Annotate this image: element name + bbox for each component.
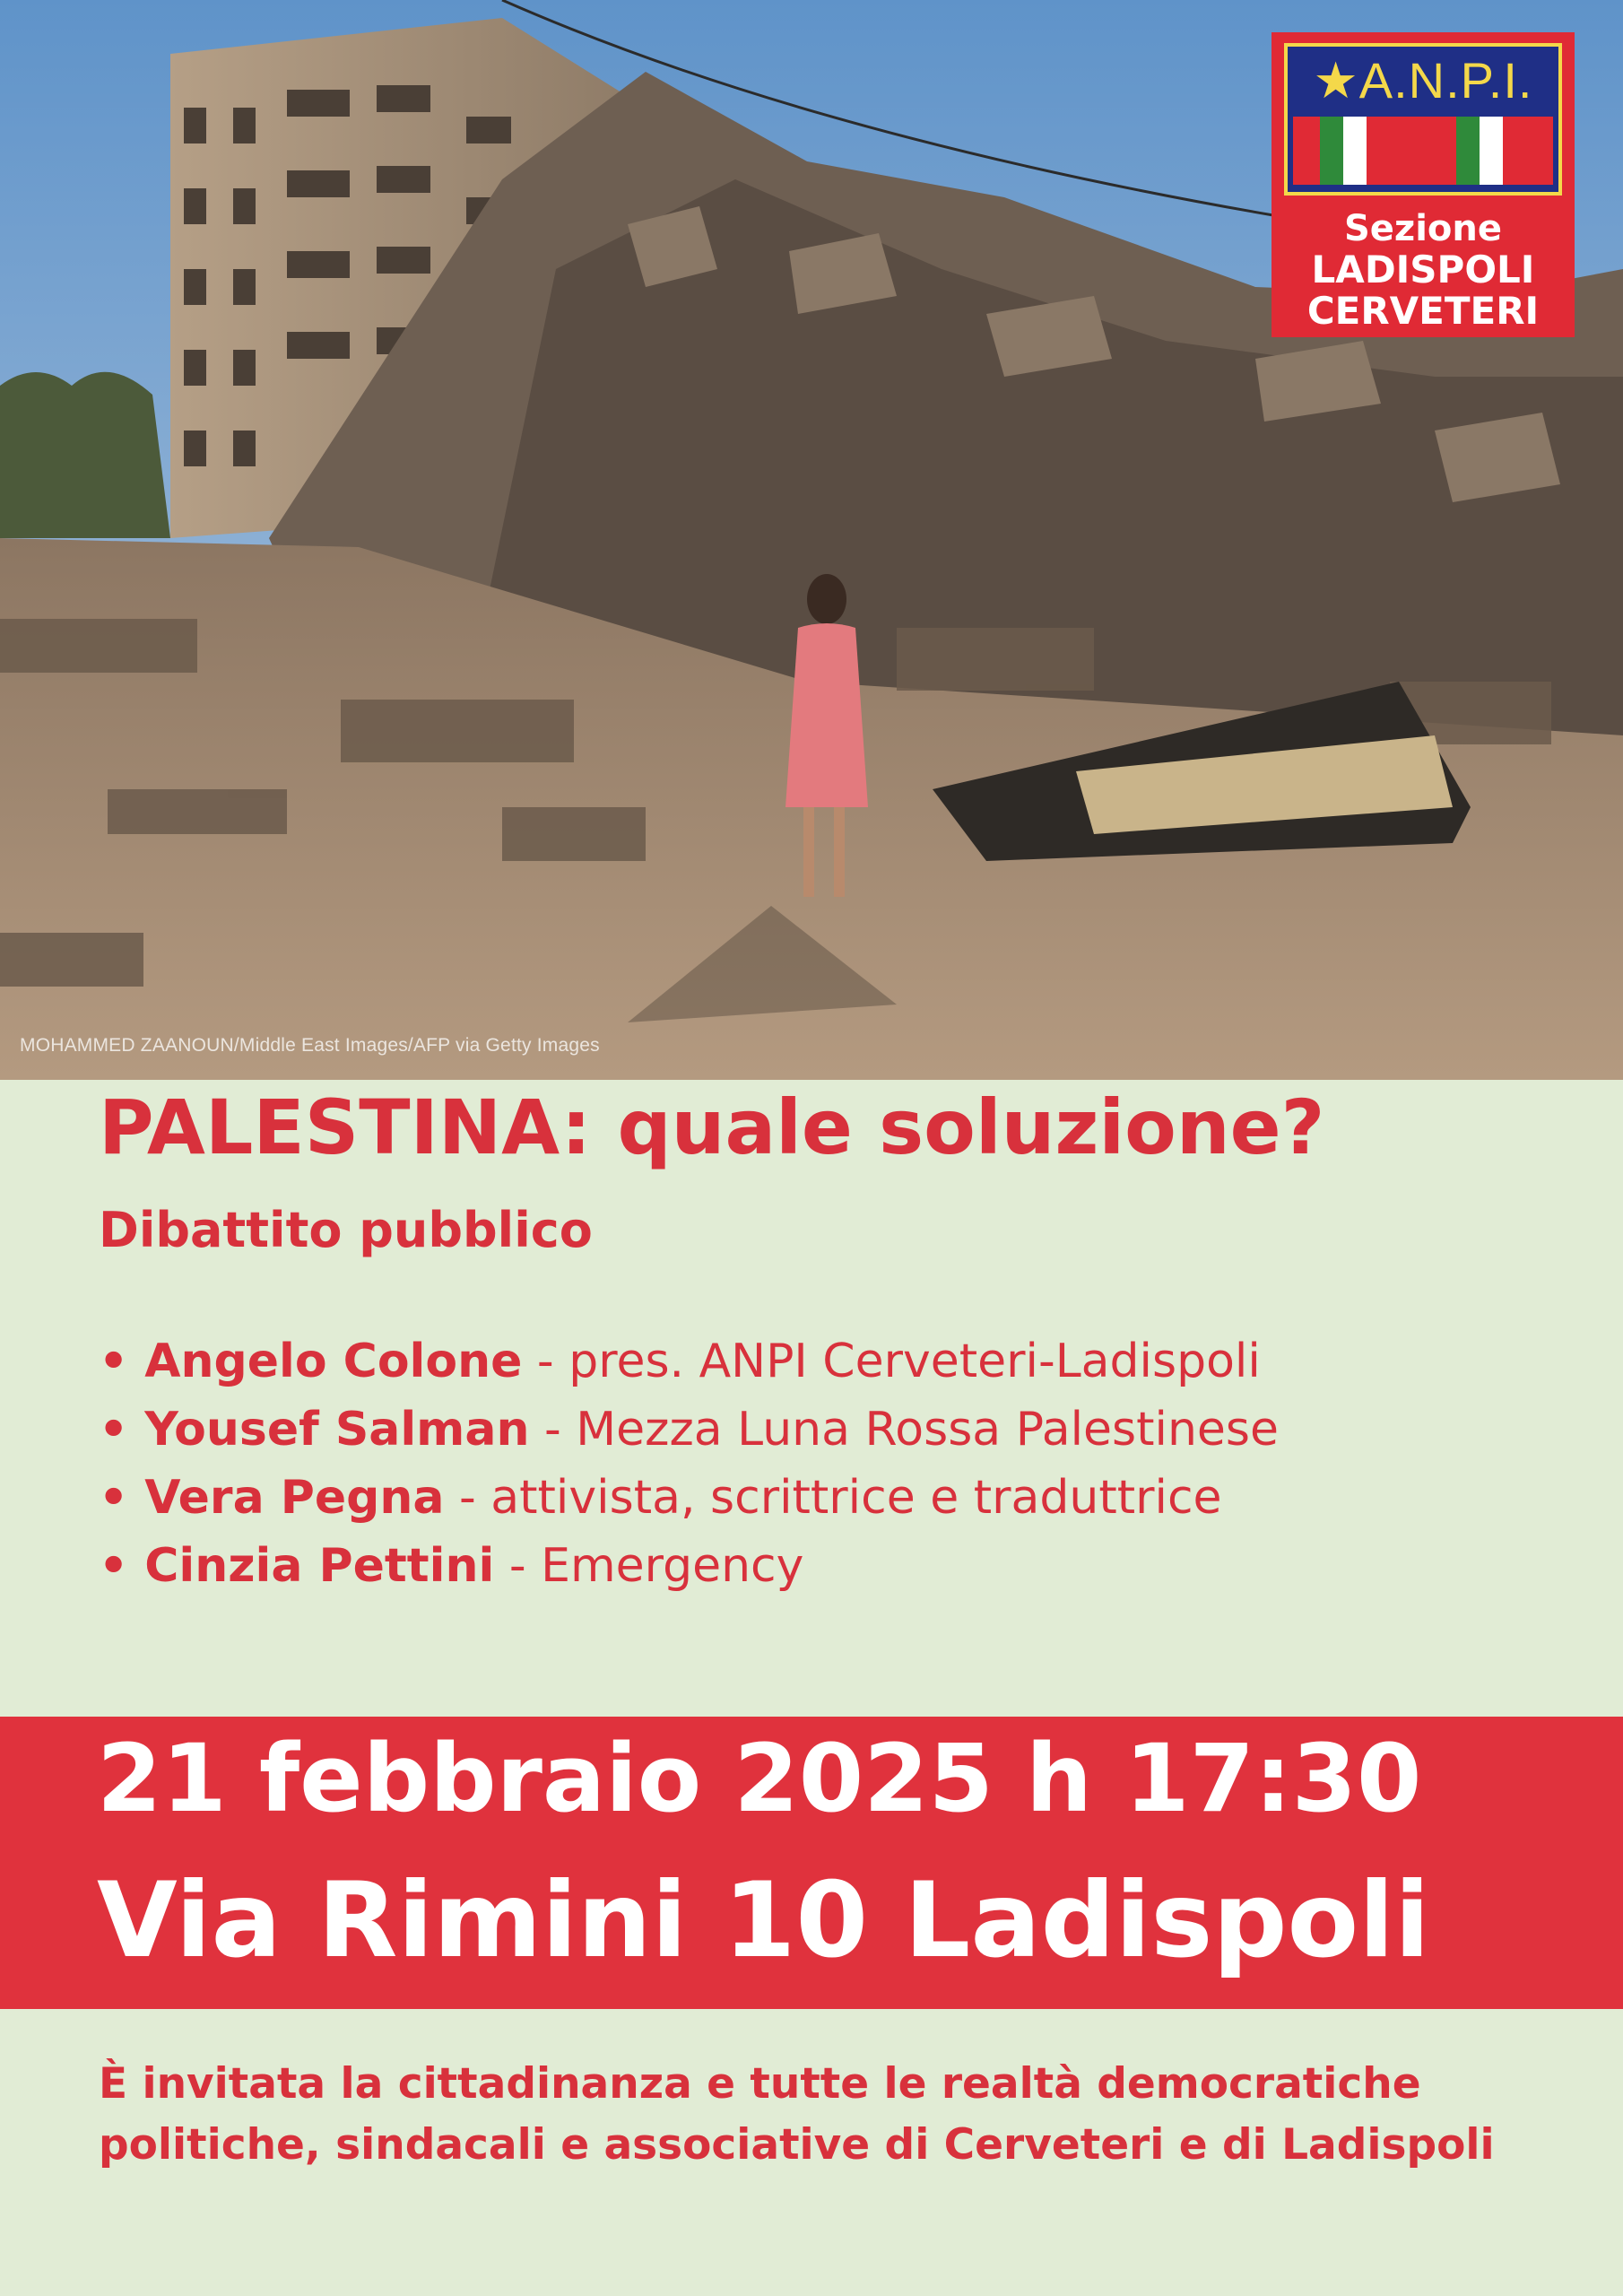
event-subtitle: Dibattito pubblico (99, 1202, 593, 1258)
speaker-role: - Emergency (494, 1539, 804, 1593)
logo-section-text (1271, 208, 1575, 332)
list-item (99, 1327, 1279, 1396)
photo-credit: MOHAMMED ZAANOUN/Middle East Images/AFP via Getty Images (20, 1035, 600, 1056)
bullet-icon: • (99, 1471, 129, 1525)
speaker-role: - attivista, scrittrice e traduttrice (444, 1471, 1222, 1525)
invitation-line-2: politiche, sindacali e associative di Cerveteri e di Ladispoli (99, 2120, 1495, 2170)
logo-flags (1293, 117, 1553, 185)
logo-line-cerveteri: CERVETERI (1306, 289, 1540, 333)
bullet-icon: • (99, 1539, 129, 1593)
speaker-name: Angelo Colone (144, 1335, 523, 1388)
list-item (99, 1532, 1279, 1600)
logo-line-sezione: Sezione (1343, 208, 1502, 249)
logo-emblem (1284, 43, 1562, 196)
logo-anpi-name: ★A.N.P.I. (1313, 52, 1533, 109)
logo-line-ladispoli: LADISPOLI (1311, 248, 1535, 291)
speaker-name: Cinzia Pettini (144, 1539, 495, 1593)
speaker-role: - Mezza Luna Rossa Palestinese (529, 1403, 1279, 1457)
speaker-name: Vera Pegna (144, 1471, 445, 1525)
anpi-logo (1271, 32, 1575, 337)
invitation-text (99, 2054, 1569, 2176)
bullet-icon: • (99, 1403, 129, 1457)
speakers-list (99, 1327, 1279, 1600)
event-date: 21 febbraio 2025 h 17:30 (97, 1724, 1422, 1833)
list-item (99, 1396, 1279, 1464)
invitation-line-1: È invitata la cittadinanza e tutte le realtà democratiche (99, 2059, 1421, 2109)
speaker-name: Yousef Salman (144, 1403, 530, 1457)
event-place: Via Rimini 10 Ladispoli (97, 1860, 1430, 1981)
speaker-role: - pres. ANPI Cerveteri-Ladispoli (522, 1335, 1261, 1388)
list-item (99, 1464, 1279, 1532)
event-title: PALESTINA: quale soluzione? (99, 1083, 1325, 1171)
bullet-icon: • (99, 1335, 129, 1388)
